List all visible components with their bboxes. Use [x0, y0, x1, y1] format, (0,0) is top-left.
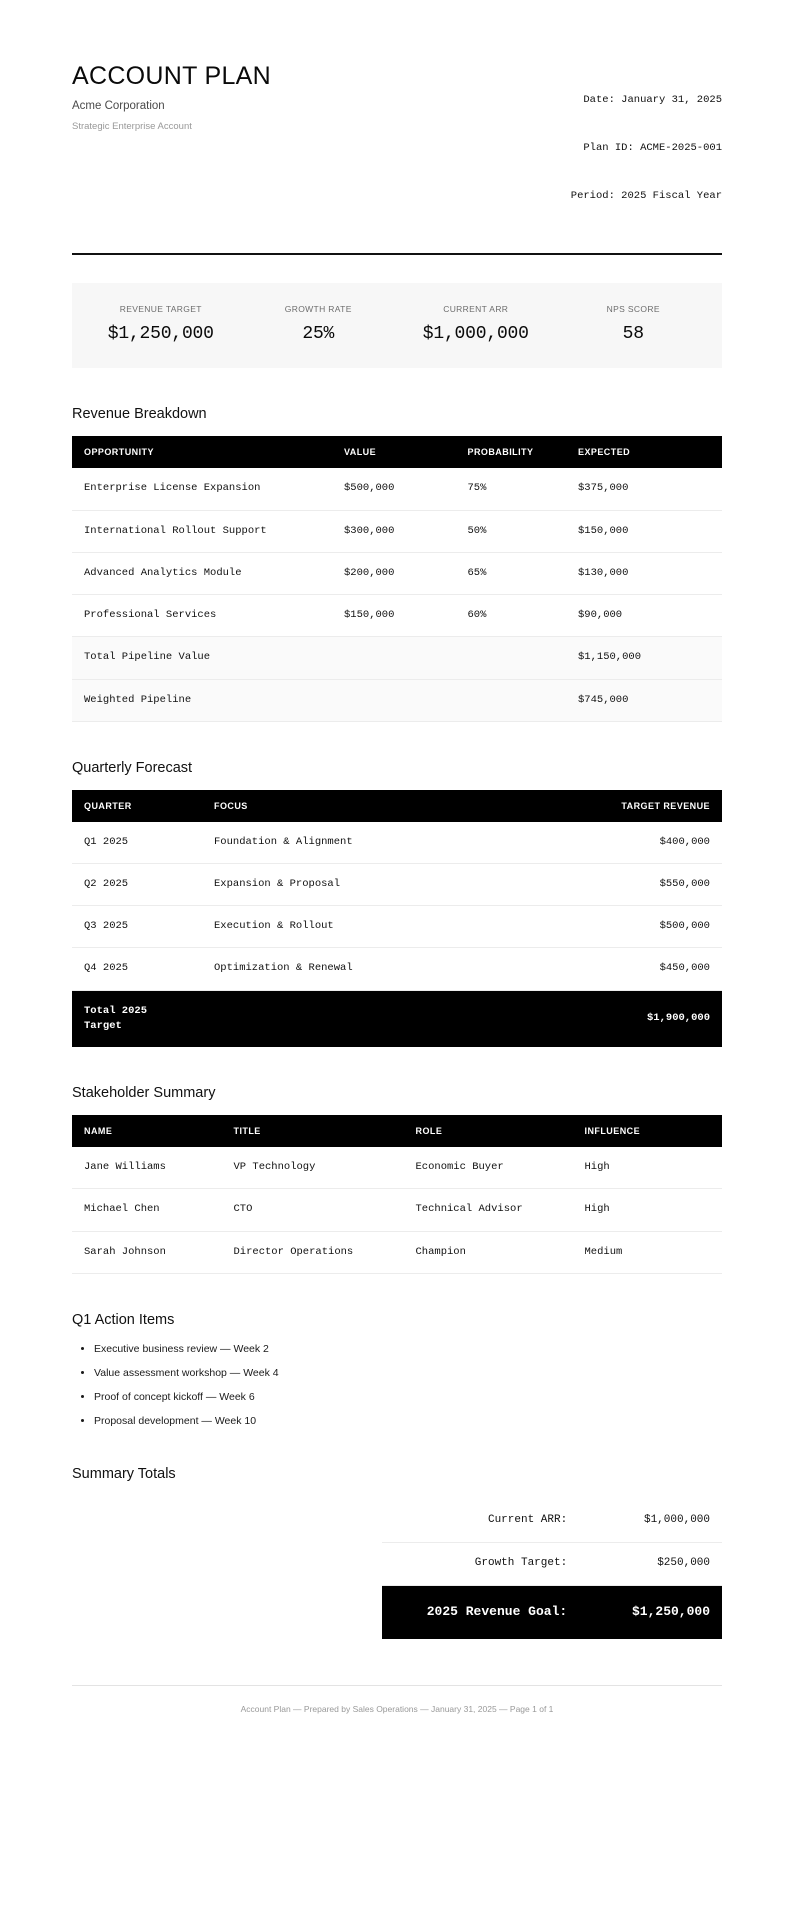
- meta-date: Date: January 31, 2025: [583, 93, 722, 106]
- table-row: [72, 948, 722, 990]
- cell-total-focus: [202, 990, 527, 1047]
- table-row-total-pipeline-value: [72, 637, 722, 679]
- cell-role: Champion: [404, 1231, 573, 1273]
- header-divider: [72, 253, 722, 255]
- column-header-role: ROLE: [404, 1115, 573, 1147]
- page-title: ACCOUNT PLAN: [72, 62, 272, 90]
- kpi-value: 25%: [302, 324, 335, 345]
- cell-influence: Medium: [573, 1231, 723, 1273]
- company-name: Acme Corporation: [72, 100, 165, 112]
- cell-value: [332, 637, 456, 679]
- column-header-name: NAME: [72, 1115, 222, 1147]
- cell-value: $150,000: [332, 595, 456, 637]
- cell-focus: Foundation & Alignment: [202, 822, 527, 864]
- table-header-row: [72, 790, 722, 822]
- document-footer: Account Plan — Prepared by Sales Operations — January 31, 2025 — Page 1 of 1: [72, 1685, 722, 1744]
- cell-focus: Expansion & Proposal: [202, 864, 527, 906]
- cell-influence: High: [573, 1189, 723, 1231]
- cell-quarter: Q1 2025: [72, 822, 202, 864]
- list-item: • Proof of concept kickoff — Week 6: [94, 1390, 722, 1404]
- totals-value: $250,000: [579, 1543, 722, 1586]
- cell-title: VP Technology: [222, 1147, 404, 1189]
- totals-value: $1,000,000: [579, 1500, 722, 1542]
- cell-probability: 60%: [456, 595, 567, 637]
- cell-expected: $150,000: [566, 510, 722, 552]
- header-left-block: [72, 58, 271, 132]
- totals-row-grand-goal: [382, 1586, 722, 1639]
- totals-label: Growth Target:: [382, 1543, 579, 1586]
- kpi-label: REVENUE TARGET: [119, 304, 202, 315]
- kpi-nps-score: [555, 304, 713, 344]
- kpi-value: 58: [622, 324, 644, 345]
- document-header: [72, 58, 722, 250]
- table-row: [72, 1231, 722, 1273]
- cell-probability: [456, 679, 567, 721]
- list-item: • Proposal development — Week 10: [94, 1414, 722, 1428]
- table-row: [72, 595, 722, 637]
- cell-opportunity: Enterprise License Expansion: [72, 468, 332, 510]
- cell-name: Michael Chen: [72, 1189, 222, 1231]
- section-title-stakeholder-summary: Stakeholder Summary: [72, 1085, 216, 1102]
- cell-value: [332, 679, 456, 721]
- cell-opportunity: International Rollout Support: [72, 510, 332, 552]
- grand-total-value: $1,250,000: [579, 1586, 722, 1639]
- revenue-breakdown-table: [72, 436, 722, 721]
- cell-label: Weighted Pipeline: [72, 679, 332, 721]
- section-title-q1-action-items: Q1 Action Items: [72, 1311, 175, 1328]
- meta-plan-id: Plan ID: ACME-2025-001: [583, 141, 722, 154]
- table-row-total-2025-target: [72, 990, 722, 1047]
- table-row: [72, 864, 722, 906]
- table-row: [72, 906, 722, 948]
- cell-expected: $745,000: [566, 679, 722, 721]
- grand-total-label: 2025 Revenue Goal:: [382, 1586, 579, 1639]
- stakeholder-summary-table: [72, 1115, 722, 1274]
- kpi-current-arr: [397, 304, 555, 344]
- cell-title: Director Operations: [222, 1231, 404, 1273]
- cell-probability: [456, 637, 567, 679]
- section-title-quarterly-forecast: Quarterly Forecast: [72, 759, 193, 776]
- cell-expected: $375,000: [566, 468, 722, 510]
- cell-focus: Execution & Rollout: [202, 906, 527, 948]
- summary-totals-table: [382, 1500, 722, 1639]
- cell-probability: 65%: [456, 552, 567, 594]
- table-header-row: [72, 436, 722, 468]
- kpi-label: GROWTH RATE: [284, 304, 352, 315]
- column-header-probability: PROBABILITY: [456, 436, 567, 468]
- kpi-label: CURRENT ARR: [443, 304, 509, 315]
- totals-row-current-arr: [382, 1500, 722, 1542]
- meta-period: Period: 2025 Fiscal Year: [570, 189, 722, 202]
- summary-totals-wrapper: [72, 1500, 722, 1639]
- header-metadata-block: [571, 58, 722, 236]
- list-item: • Executive business review — Week 2: [94, 1342, 722, 1356]
- cell-target: $500,000: [527, 906, 722, 948]
- column-header-focus: FOCUS: [202, 790, 527, 822]
- kpi-value: $1,000,000: [422, 324, 529, 345]
- list-item: • Value assessment workshop — Week 4: [94, 1366, 722, 1380]
- cell-opportunity: Professional Services: [72, 595, 332, 637]
- cell-role: Economic Buyer: [404, 1147, 573, 1189]
- cell-opportunity: Advanced Analytics Module: [72, 552, 332, 594]
- section-title-revenue-breakdown: Revenue Breakdown: [72, 406, 207, 423]
- kpi-label: NPS SCORE: [606, 304, 660, 315]
- column-header-value: VALUE: [332, 436, 456, 468]
- kpi-growth-rate: [240, 304, 398, 344]
- cell-label: Total Pipeline Value: [72, 637, 332, 679]
- cell-quarter: Q2 2025: [72, 864, 202, 906]
- cell-expected: $90,000: [566, 595, 722, 637]
- column-header-expected: EXPECTED: [566, 436, 722, 468]
- table-row: [72, 1189, 722, 1231]
- cell-probability: 75%: [456, 468, 567, 510]
- cell-name: Jane Williams: [72, 1147, 222, 1189]
- cell-name: Sarah Johnson: [72, 1231, 222, 1273]
- cell-value: $500,000: [332, 468, 456, 510]
- column-header-quarter: QUARTER: [72, 790, 202, 822]
- kpi-value: $1,250,000: [107, 324, 214, 345]
- cell-value: $200,000: [332, 552, 456, 594]
- cell-quarter: Q4 2025: [72, 948, 202, 990]
- table-row: [72, 468, 722, 510]
- column-header-opportunity: OPPORTUNITY: [72, 436, 332, 468]
- column-header-title: TITLE: [222, 1115, 404, 1147]
- cell-total-target: $1,900,000: [527, 990, 722, 1047]
- table-row: [72, 552, 722, 594]
- column-header-target-revenue: TARGET REVENUE: [527, 790, 722, 822]
- section-title-summary-totals: Summary Totals: [72, 1466, 176, 1483]
- totals-label: Current ARR:: [382, 1500, 579, 1542]
- cell-expected: $130,000: [566, 552, 722, 594]
- totals-row-growth-target: [382, 1543, 722, 1586]
- table-header-row: [72, 1115, 722, 1147]
- cell-probability: 50%: [456, 510, 567, 552]
- cell-focus: Optimization & Renewal: [202, 948, 527, 990]
- cell-target: $400,000: [527, 822, 722, 864]
- cell-target: $550,000: [527, 864, 722, 906]
- table-row: [72, 510, 722, 552]
- column-header-influence: INFLUENCE: [573, 1115, 723, 1147]
- action-items-list: [72, 1342, 722, 1429]
- kpi-revenue-target: [82, 304, 240, 344]
- quarterly-forecast-table: [72, 790, 722, 1047]
- cell-expected: $1,150,000: [566, 637, 722, 679]
- kpi-band: [72, 283, 722, 368]
- cell-role: Technical Advisor: [404, 1189, 573, 1231]
- document-subtitle: Strategic Enterprise Account: [72, 121, 192, 132]
- cell-title: CTO: [222, 1189, 404, 1231]
- cell-value: $300,000: [332, 510, 456, 552]
- table-row: [72, 822, 722, 864]
- table-row-weighted-pipeline: [72, 679, 722, 721]
- cell-influence: High: [573, 1147, 723, 1189]
- cell-quarter: Q3 2025: [72, 906, 202, 948]
- cell-target: $450,000: [527, 948, 722, 990]
- table-row: [72, 1147, 722, 1189]
- cell-total-label: Total 2025 Target: [72, 990, 202, 1047]
